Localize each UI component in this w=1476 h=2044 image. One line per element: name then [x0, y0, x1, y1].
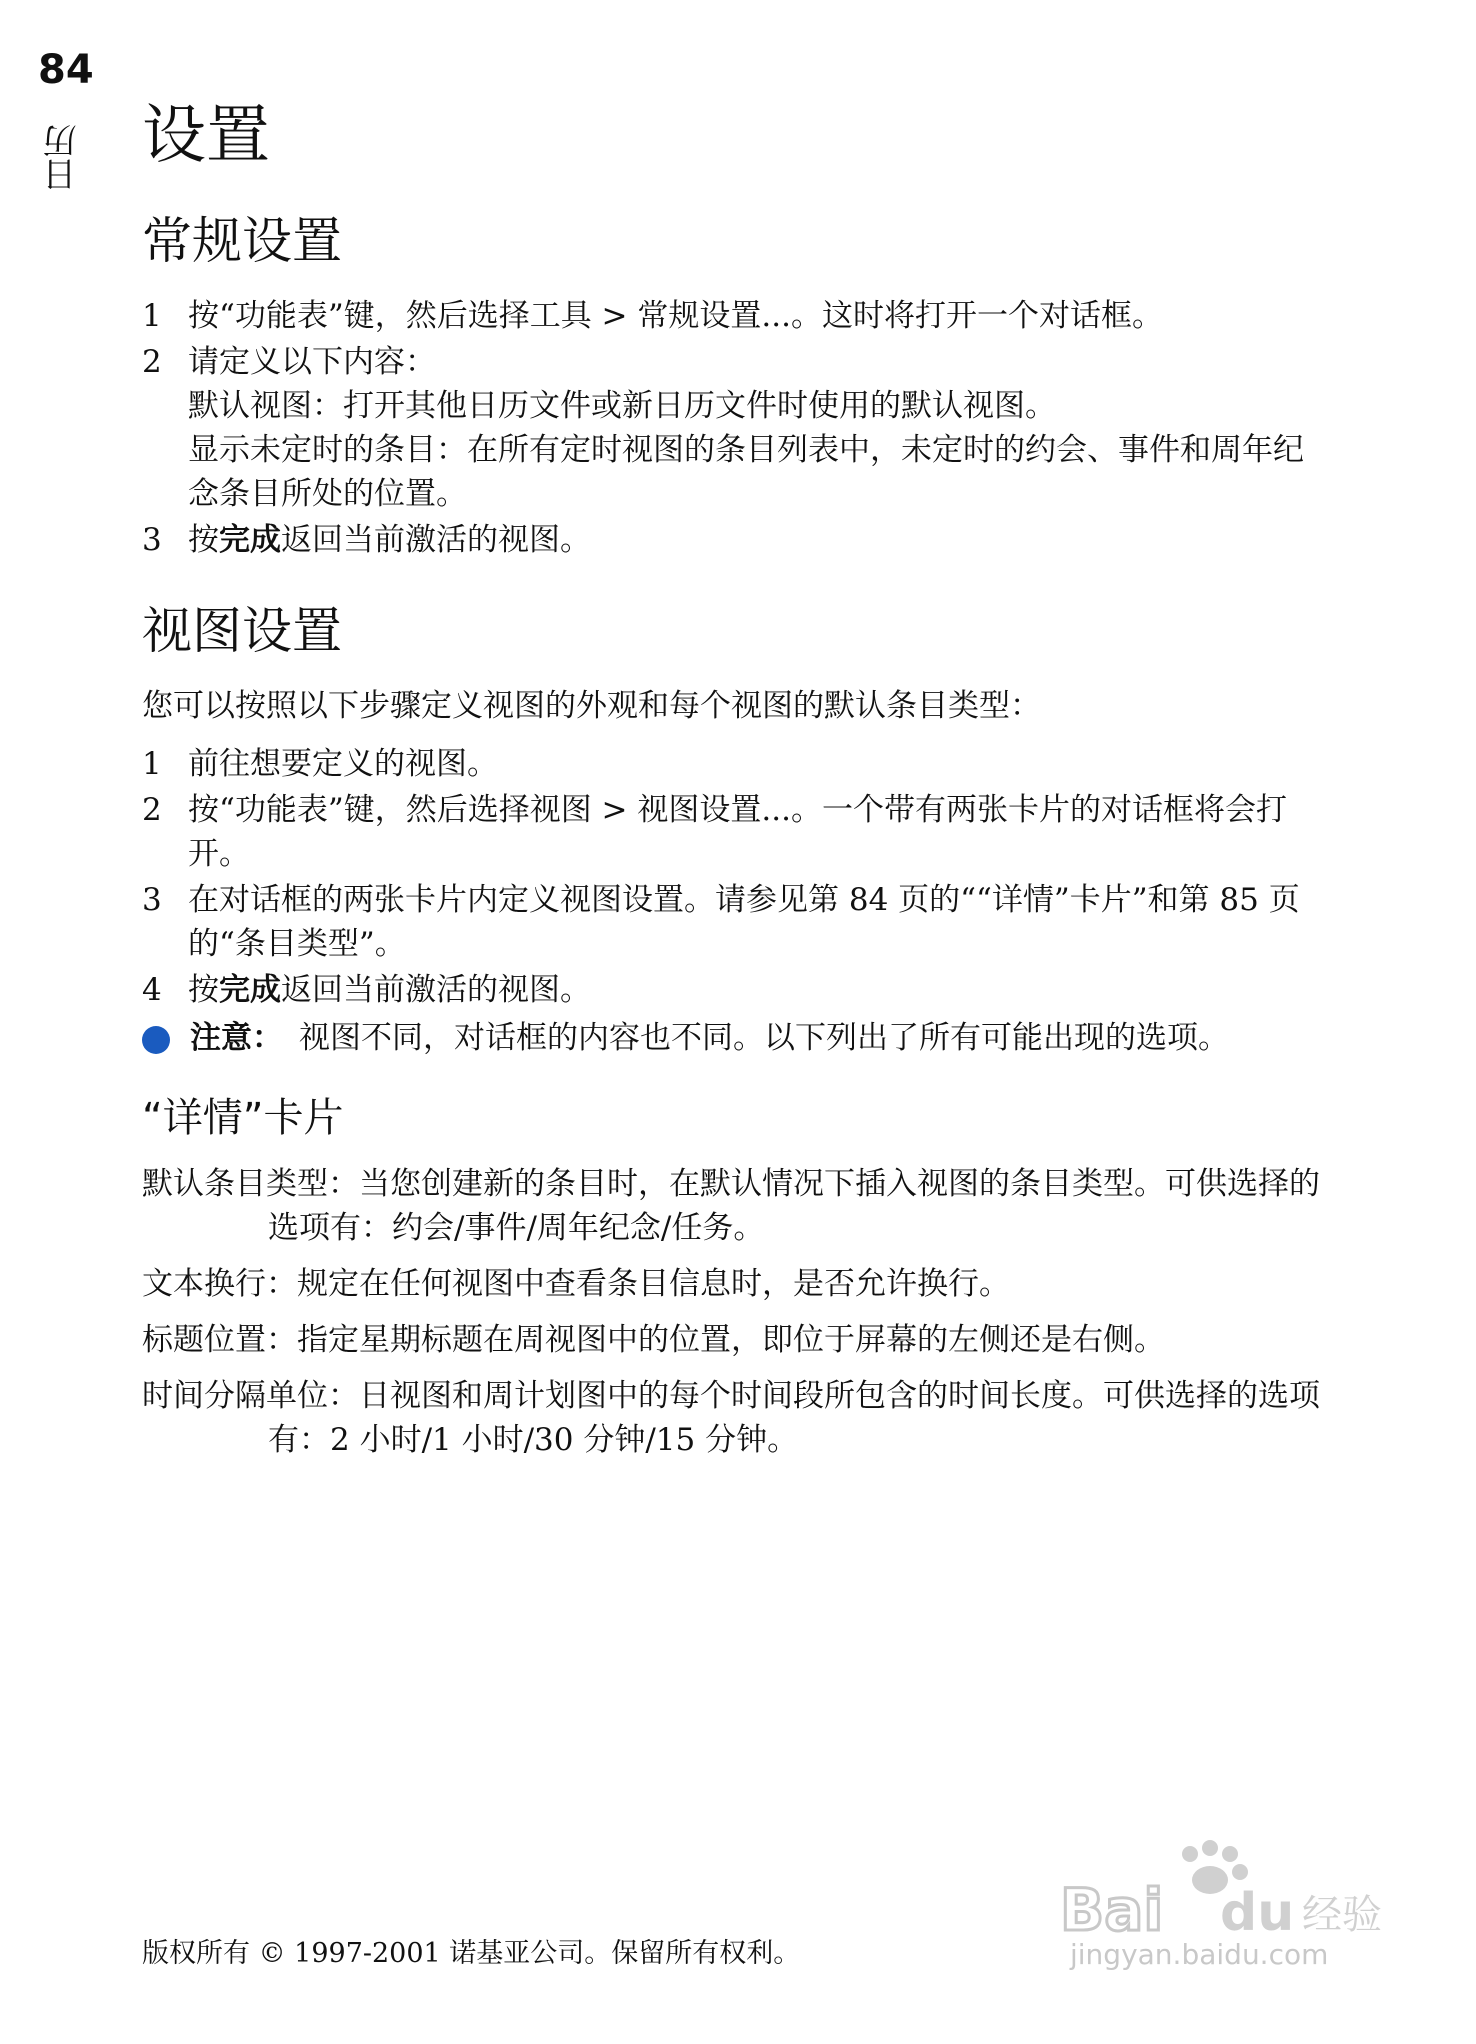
step-text-bold: 完成	[219, 972, 281, 1008]
step-text: 在对话框的两张卡片内定义视图设置。请参见第 84 页的““详情”卡片”和第 85 页的“条目类型”。	[188, 882, 1300, 962]
subsection-heading-details: “详情”卡片	[142, 1095, 344, 1141]
step-text: 前往想要定义的视图。	[188, 746, 498, 782]
step-number: 4	[142, 972, 162, 1008]
note-label: 注意：	[190, 1020, 283, 1056]
step-text-post: 返回当前激活的视图。	[281, 522, 591, 558]
list-item	[142, 788, 1322, 876]
step-number: 2	[142, 792, 162, 828]
step-text-bold: 完成	[219, 522, 281, 558]
svg-text:jingyan.baidu.com: jingyan.baidu.com	[1070, 1938, 1329, 1970]
general-steps-list	[142, 294, 1322, 562]
step-number: 1	[142, 746, 162, 782]
list-item	[142, 742, 1322, 786]
list-item	[142, 518, 1322, 562]
step-text-post: 返回当前激活的视图。	[281, 972, 591, 1008]
view-steps-list	[142, 742, 1322, 1012]
section-heading-view: 视图设置	[142, 602, 342, 660]
note-bullet-icon	[142, 1026, 170, 1054]
step-number: 3	[142, 522, 162, 558]
note-text: 视图不同，对话框的内容也不同。以下列出了所有可能出现的选项。	[299, 1020, 1229, 1056]
list-item	[142, 340, 1322, 516]
page-title: 设置	[142, 99, 270, 173]
running-header: 日历	[43, 124, 83, 192]
list-item	[142, 878, 1322, 966]
page-content	[142, 99, 1322, 1474]
definition-item: 时间分隔单位：日视图和周计划图中的每个时间段所包含的时间长度。可供选择的选项有：2 小时/1 小时/30 分钟/15 分钟。	[142, 1378, 1320, 1458]
step-number: 2	[142, 344, 162, 380]
definition-item: 默认条目类型：当您创建新的条目时，在默认情况下插入视图的条目类型。可供选择的选项有：约会/事件/周年纪念/任务。	[142, 1166, 1320, 1246]
svg-text:经验: 经验	[1302, 1892, 1382, 1938]
definition-list	[142, 1162, 1322, 1462]
step-subitem: 显示未定时的条目：在所有定时视图的条目列表中，未定时的约会、事件和周年纪念条目所处的位置。	[188, 432, 1304, 512]
step-text-pre: 按	[188, 522, 219, 558]
list-item	[142, 294, 1322, 338]
step-number: 1	[142, 298, 162, 334]
step-text: 按“功能表”键，然后选择视图 > 视图设置...。一个带有两张卡片的对话框将会打开。	[188, 792, 1287, 872]
step-subitem: 默认视图：打开其他日历文件或新日历文件时使用的默认视图。	[188, 388, 1056, 424]
definition-item: 标题位置：指定星期标题在周视图中的位置，即位于屏幕的左侧还是右侧。	[142, 1322, 1165, 1358]
copyright-footer: 版权所有 © 1997-2001 诺基亚公司。保留所有权利。	[142, 1938, 801, 1969]
definition-item: 文本换行：规定在任何视图中查看条目信息时，是否允许换行。	[142, 1266, 1010, 1302]
note-callout	[142, 1016, 1322, 1060]
step-text-pre: 按	[188, 972, 219, 1008]
step-number: 3	[142, 882, 162, 918]
section-intro: 您可以按照以下步骤定义视图的外观和每个视图的默认条目类型：	[142, 688, 1041, 724]
step-text: 按“功能表”键，然后选择工具 > 常规设置...。这时将打开一个对话框。	[188, 298, 1163, 334]
step-text: 请定义以下内容：	[188, 344, 436, 380]
svg-text:Bai: Bai	[1060, 1876, 1164, 1944]
svg-text:du: du	[1220, 1883, 1295, 1943]
baidu-watermark-logo	[1040, 1840, 1400, 1970]
section-heading-general: 常规设置	[142, 212, 342, 270]
list-item	[142, 968, 1322, 1012]
page-number: 84	[38, 47, 94, 93]
